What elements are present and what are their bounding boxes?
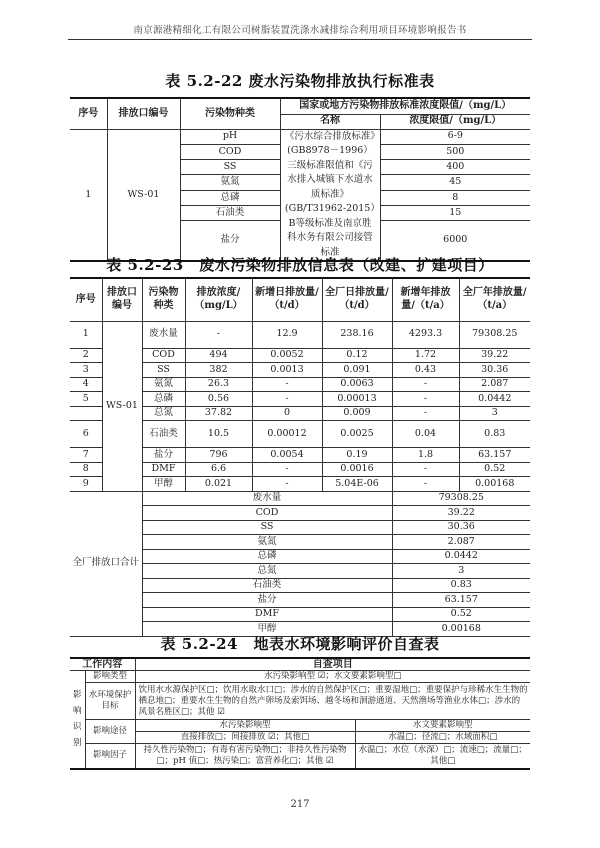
t3-group-label: 影响识别 bbox=[70, 671, 85, 769]
t2-total-name: COD bbox=[142, 506, 392, 521]
t2-new-annual: - bbox=[392, 406, 459, 421]
t3-pathway-col1-value: 直接排放□；间接排放 ☑；其他□ bbox=[135, 732, 355, 744]
t2-plant-annual: 0.83 bbox=[459, 421, 530, 448]
t2-header-plant-annual: 全厂年排放量/（t/a） bbox=[459, 278, 530, 321]
t2-total-value: 0.0442 bbox=[392, 549, 530, 564]
t3-factors-col2-value: 水温□；水位（水深）□；流速□；流量□；其他□ bbox=[355, 744, 530, 769]
t2-plant-daily: 0.12 bbox=[322, 348, 392, 363]
t2-plant-annual: 0.00168 bbox=[459, 477, 530, 492]
t2-conc: 382 bbox=[185, 363, 252, 378]
t2-plant-daily: 0.009 bbox=[322, 406, 392, 421]
t3-pathway-label: 影响途径 bbox=[85, 720, 135, 744]
t2-conc: - bbox=[185, 321, 252, 348]
t2-total-label: 全厂排放口合计 bbox=[70, 491, 142, 636]
t2-conc: 0.021 bbox=[185, 477, 252, 492]
header-divider bbox=[68, 39, 532, 40]
t2-new-annual: 0.04 bbox=[392, 421, 459, 448]
t2-header-new-daily: 新增日排放量/（t/d） bbox=[252, 278, 322, 321]
t2-new-annual: - bbox=[392, 392, 459, 407]
t2-plant-annual: 3 bbox=[459, 406, 530, 421]
t2-no: 6 bbox=[70, 421, 102, 448]
t2-total-value: 63.157 bbox=[392, 593, 530, 608]
t2-pollutant: 废水量 bbox=[142, 321, 185, 348]
t1-pollutant: 氨氮 bbox=[180, 175, 280, 190]
t2-new-annual: - bbox=[392, 477, 459, 492]
table3-self-check bbox=[70, 657, 530, 770]
t2-header-conc: 排放浓度/（mg/L） bbox=[185, 278, 252, 321]
t3-header-items: 自查项目 bbox=[135, 658, 530, 671]
t2-header-new-annual: 新增年排放量/（t/a） bbox=[392, 278, 459, 321]
t1-limit: 15 bbox=[380, 205, 530, 220]
t1-header-standard-group: 国家或地方污染物排放标准浓度限值/（mg/L） bbox=[280, 98, 530, 114]
t1-pollutant: 石油类 bbox=[180, 205, 280, 220]
t2-conc: 37.82 bbox=[185, 406, 252, 421]
t2-total-name: 废水量 bbox=[142, 491, 392, 506]
t2-no: 1 bbox=[70, 321, 102, 348]
t2-header-pollutant: 污染物种类 bbox=[142, 278, 185, 321]
t2-plant-annual: 0.0442 bbox=[459, 392, 530, 407]
t2-total-value: 0.83 bbox=[392, 578, 530, 593]
t1-limit: 6-9 bbox=[380, 129, 530, 144]
page-number: 217 bbox=[290, 799, 310, 810]
t2-new-daily: 0.0013 bbox=[252, 363, 322, 378]
t2-new-daily: 12.9 bbox=[252, 321, 322, 348]
t1-limit: 8 bbox=[380, 190, 530, 205]
t1-pollutant: 盐分 bbox=[180, 221, 280, 261]
t2-total-value: 3 bbox=[392, 564, 530, 579]
t2-conc: 0.56 bbox=[185, 392, 252, 407]
t2-total-value: 0.00168 bbox=[392, 622, 530, 637]
t2-plant-annual: 2.087 bbox=[459, 377, 530, 392]
t1-limit: 6000 bbox=[380, 221, 530, 261]
t1-header-limit: 浓度限值/（mg/L） bbox=[380, 114, 530, 129]
t2-new-daily: 0.0052 bbox=[252, 348, 322, 363]
document-header: 南京源港精细化工有限公司树脂装置洗涤水减排综合利用项目环境影响报告书 bbox=[133, 25, 467, 36]
t1-pollutant: SS bbox=[180, 160, 280, 175]
t2-new-annual: 0.43 bbox=[392, 363, 459, 378]
table2-title: 表 5.2-23 废水污染物排放信息表（改建、扩建项目） bbox=[106, 256, 494, 274]
t3-impact-type-label: 影响类型 bbox=[85, 671, 135, 683]
t3-header-work: 工作内容 bbox=[70, 658, 135, 671]
t2-pollutant: DMF bbox=[142, 462, 185, 477]
t2-new-daily: 0 bbox=[252, 406, 322, 421]
t2-new-annual: 1.8 bbox=[392, 448, 459, 463]
t1-header-no: 序号 bbox=[70, 98, 107, 129]
t2-no: 4 bbox=[70, 377, 102, 392]
t2-no: 3 bbox=[70, 363, 102, 378]
t3-protection-label: 水环境保护目标 bbox=[85, 683, 135, 720]
t2-total-value: 39.22 bbox=[392, 506, 530, 521]
t1-pollutant: 总磷 bbox=[180, 190, 280, 205]
t2-no: 9 bbox=[70, 477, 102, 492]
t3-factors-label: 影响因子 bbox=[85, 744, 135, 769]
t2-outlet: WS-01 bbox=[102, 321, 142, 491]
t2-new-annual: 4293.3 bbox=[392, 321, 459, 348]
t2-pollutant: COD bbox=[142, 348, 185, 363]
t2-total-value: 0.52 bbox=[392, 607, 530, 622]
t2-total-name: SS bbox=[142, 520, 392, 535]
t2-pollutant: 盐分 bbox=[142, 448, 185, 463]
t1-no: 1 bbox=[70, 129, 107, 261]
t2-total-name: 氨氮 bbox=[142, 535, 392, 550]
table3-title: 表 5.2-24 地表水环境影响评价自查表 bbox=[160, 635, 440, 653]
t1-header-name: 名称 bbox=[280, 114, 380, 129]
t1-header-pollutant: 污染物种类 bbox=[180, 98, 280, 129]
t2-header-outlet: 排放口编号 bbox=[102, 278, 142, 321]
t2-pollutant: 氨氮 bbox=[142, 377, 185, 392]
t3-pathway-col2-head: 水文要素影响型 bbox=[355, 720, 530, 732]
t3-impact-type-value: 水污染影响型 ☑；水文要素影响型□ bbox=[135, 671, 530, 683]
t2-new-annual: - bbox=[392, 377, 459, 392]
table1-title: 表 5.2-22 废水污染物排放执行标准表 bbox=[165, 72, 435, 90]
t1-limit: 500 bbox=[380, 144, 530, 159]
t2-conc: 796 bbox=[185, 448, 252, 463]
t2-total-name: 甲醇 bbox=[142, 622, 392, 637]
t2-new-daily: 0.00012 bbox=[252, 421, 322, 448]
t3-pathway-col2-value: 水温□；径流□；水域面积□ bbox=[355, 732, 530, 744]
t2-plant-annual: 0.52 bbox=[459, 462, 530, 477]
t2-total-name: 总磷 bbox=[142, 549, 392, 564]
t2-new-annual: - bbox=[392, 462, 459, 477]
t2-conc: 6.6 bbox=[185, 462, 252, 477]
t1-outlet: WS-01 bbox=[107, 129, 180, 261]
table1-standards bbox=[70, 97, 530, 262]
t2-plant-daily: 0.0025 bbox=[322, 421, 392, 448]
t1-limit: 45 bbox=[380, 175, 530, 190]
t2-pollutant: 总氮 bbox=[142, 406, 185, 421]
t2-header-plant-daily: 全厂日排放量/（t/d） bbox=[322, 278, 392, 321]
t2-new-daily: - bbox=[252, 477, 322, 492]
t1-standard-name: 《污水综合排放标准》(GB8978－1996）三级标准限值和《污水排入城镇下水道水质标准》(GB/T31962-2015）B等级标准及南京胜科水务有限公司接管标准 bbox=[280, 129, 380, 261]
t2-new-daily: - bbox=[252, 462, 322, 477]
t2-new-daily: 0.0054 bbox=[252, 448, 322, 463]
t2-conc: 494 bbox=[185, 348, 252, 363]
t2-total-value: 79308.25 bbox=[392, 491, 530, 506]
t2-pollutant: 总磷 bbox=[142, 392, 185, 407]
t2-no: 8 bbox=[70, 462, 102, 477]
t2-plant-daily: 0.00013 bbox=[322, 392, 392, 407]
t2-plant-annual: 39.22 bbox=[459, 348, 530, 363]
t2-pollutant: SS bbox=[142, 363, 185, 378]
t2-plant-annual: 63.157 bbox=[459, 448, 530, 463]
t2-plant-daily: 238.16 bbox=[322, 321, 392, 348]
t2-new-daily: - bbox=[252, 377, 322, 392]
t2-plant-daily: 0.19 bbox=[322, 448, 392, 463]
t2-pollutant: 石油类 bbox=[142, 421, 185, 448]
t2-header-no: 序号 bbox=[70, 278, 102, 321]
t1-pollutant: pH bbox=[180, 129, 280, 144]
t2-no bbox=[70, 406, 102, 421]
t2-plant-daily: 0.0063 bbox=[322, 377, 392, 392]
t3-pathway-col1-head: 水污染影响型 bbox=[135, 720, 355, 732]
t1-pollutant: COD bbox=[180, 144, 280, 159]
t2-conc: 10.5 bbox=[185, 421, 252, 448]
t2-pollutant: 甲醇 bbox=[142, 477, 185, 492]
t3-factors-col1-value: 持久性污染物□；有毒有害污染物□；非持久性污染物□；pH 值□；热污染□；富营养化□；其他 ☑ bbox=[135, 744, 355, 769]
table2-discharge-info bbox=[70, 277, 530, 637]
t2-total-value: 30.36 bbox=[392, 520, 530, 535]
t1-limit: 400 bbox=[380, 160, 530, 175]
t1-header-outlet: 排放口编号 bbox=[107, 98, 180, 129]
t2-plant-daily: 0.0016 bbox=[322, 462, 392, 477]
t2-total-name: 石油类 bbox=[142, 578, 392, 593]
t2-total-name: DMF bbox=[142, 607, 392, 622]
t2-new-annual: 1.72 bbox=[392, 348, 459, 363]
t2-total-value: 2.087 bbox=[392, 535, 530, 550]
t2-plant-annual: 79308.25 bbox=[459, 321, 530, 348]
t2-total-name: 总氮 bbox=[142, 564, 392, 579]
t2-no: 7 bbox=[70, 448, 102, 463]
t2-plant-daily: 5.04E-06 bbox=[322, 477, 392, 492]
t2-conc: 26.3 bbox=[185, 377, 252, 392]
t3-protection-value: 饮用水水源保护区□；饮用水取水口□；涉水的自然保护区□；重要湿地□；重要保护与珍稀水生生物的栖息地□；重要水生生物的自然产卵场及索饵场、越冬场和洄游通道、天然渔场等渔业水体□；涉水的风景名胜区□；其他 ☑ bbox=[135, 683, 530, 720]
t2-new-daily: - bbox=[252, 392, 322, 407]
t2-no: 5 bbox=[70, 392, 102, 407]
t2-total-name: 盐分 bbox=[142, 593, 392, 608]
t2-plant-daily: 0.091 bbox=[322, 363, 392, 378]
t2-plant-annual: 30.36 bbox=[459, 363, 530, 378]
t2-no: 2 bbox=[70, 348, 102, 363]
